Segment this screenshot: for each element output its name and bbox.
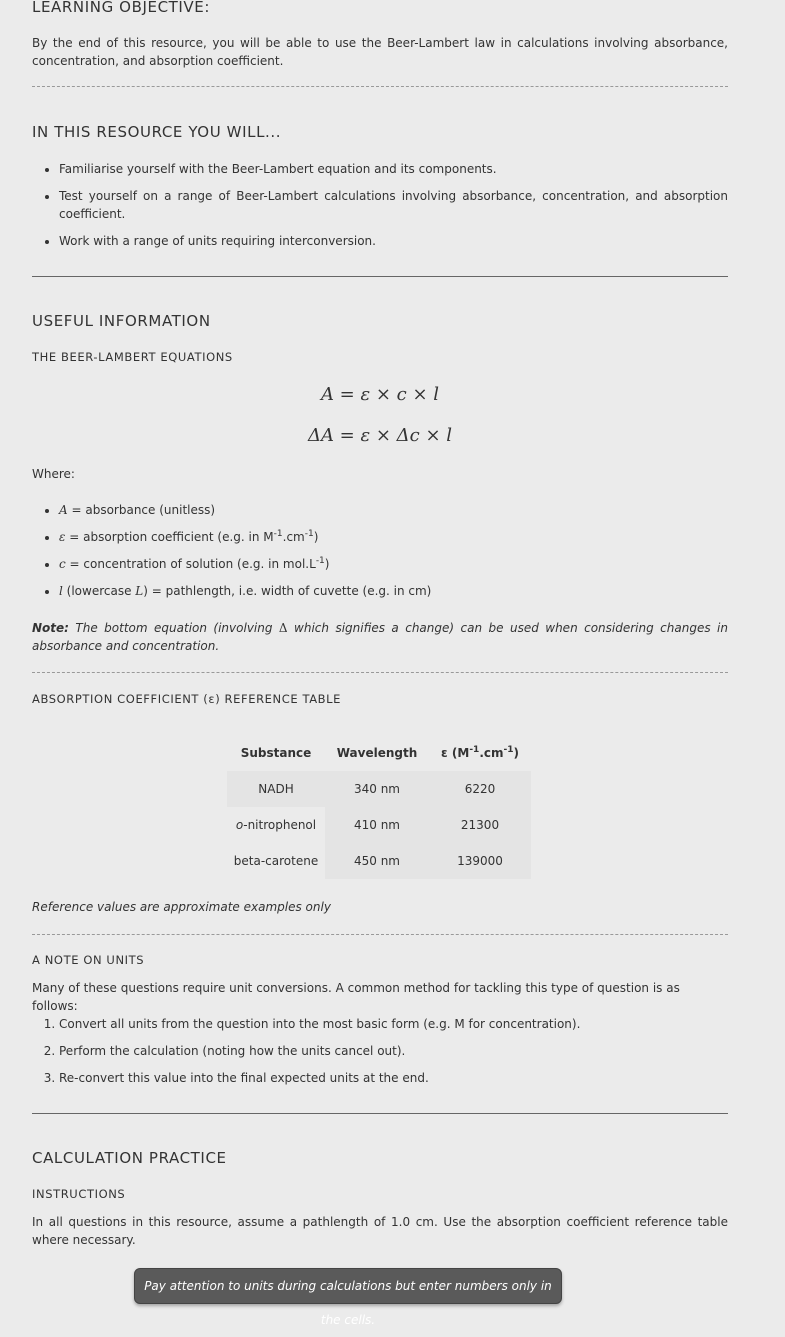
superscript: -1	[315, 556, 325, 566]
list-item	[59, 501, 755, 519]
symbol-c: c	[59, 557, 66, 571]
resource-list	[32, 160, 728, 259]
equation-2: ΔA = ε × Δc × l	[307, 425, 453, 446]
substance-prefix: o	[235, 818, 244, 832]
table-row	[227, 843, 531, 879]
definition-text: ) = pathlength, i.e. width of cuvette (e.g. in cm)	[143, 584, 432, 598]
objective-heading-text: LEARNING OBJECTIVE:	[32, 0, 211, 16]
substance-name: NADH	[258, 782, 294, 796]
equations-subheading: THE BEER-LAMBERT EQUATIONS	[32, 350, 233, 364]
cell-wavelength: 410 nm	[325, 807, 429, 843]
divider	[32, 86, 728, 87]
cell-substance	[227, 771, 325, 807]
superscript: -1	[503, 745, 514, 755]
header-epsilon-text: ε (M	[441, 746, 470, 760]
note-part: The bottom equation (involving	[68, 621, 279, 635]
resource-heading: IN THIS RESOURCE YOU WILL...	[32, 123, 282, 141]
definition-text: = absorption coefficient (e.g. in M	[65, 530, 274, 544]
equation-1: A = ε × c × l	[320, 384, 440, 405]
definition-text: = absorbance (unitless)	[67, 503, 216, 517]
divider	[32, 1113, 728, 1114]
objective-heading	[32, 0, 728, 16]
note-part: which signifies a change) can be used when considering changes in absorbance and concentration.	[32, 621, 728, 653]
definition-text: )	[313, 530, 319, 544]
note-text	[32, 619, 728, 655]
divider	[32, 672, 728, 673]
cell-wavelength: 340 nm	[325, 771, 429, 807]
definition-text: = concentration of solution (e.g. in mol.L	[65, 557, 316, 571]
header-epsilon-text: )	[513, 746, 519, 760]
instructions-text: In all questions in this resource, assume a pathlength of 1.0 cm. Use the absorption coefficient reference table where necessary.	[32, 1215, 728, 1247]
symbol-epsilon: ε	[59, 530, 66, 544]
units-intro: Many of these questions require unit conversions. A common method for tackling this type of question is as follows:	[32, 981, 680, 1013]
units-steps	[32, 1015, 755, 1096]
delta-symbol: Δ	[278, 621, 288, 635]
units-banner: Pay attention to units during calculations but enter numbers only in the cells.	[134, 1268, 562, 1304]
useful-heading: USEFUL INFORMATION	[32, 312, 211, 330]
objective-text: By the end of this resource, you will be able to use the Beer-Lambert law in calculations involving absorbance, concentration, and absorption coefficient.	[32, 36, 728, 68]
list-item	[59, 582, 755, 600]
note-label: Note:	[32, 621, 69, 635]
table-heading: ABSORPTION COEFFICIENT (ε) REFERENCE TABLE	[32, 692, 342, 706]
practice-heading: CALCULATION PRACTICE	[32, 1149, 227, 1167]
list-item: 1. Convert all units from the question into the most basic form (e.g. M for concentration).	[59, 1015, 755, 1033]
header-substance: Substance	[240, 746, 312, 760]
superscript: -1	[304, 529, 314, 539]
header-epsilon-text: .cm	[479, 746, 504, 760]
table-row	[227, 807, 531, 843]
substance-name: beta-carotene	[233, 854, 319, 868]
symbol-a: A	[59, 503, 68, 517]
superscript: -1	[273, 529, 283, 539]
list-item: 2. Perform the calculation (noting how the units cancel out).	[59, 1042, 755, 1060]
where-label: Where:	[32, 467, 75, 481]
table-row	[227, 771, 531, 807]
list-item: • Familiarise yourself with the Beer-Lambert equation and its components.	[59, 160, 728, 178]
list-item: • Work with a range of units requiring interconversion.	[59, 232, 728, 250]
cell-wavelength: 450 nm	[325, 843, 429, 879]
header-wavelength: Wavelength	[336, 746, 418, 760]
header-epsilon	[429, 735, 531, 771]
divider	[32, 934, 728, 935]
divider	[32, 276, 728, 277]
definition-text: (lowercase	[62, 584, 136, 598]
definitions-list	[32, 501, 755, 609]
cell-epsilon: 139000	[429, 843, 531, 879]
list-item: • Test yourself on a range of Beer-Lambert calculations involving absorbance, concentration, and absorption coefficient.	[59, 187, 728, 223]
list-item: 3. Re-convert this value into the final expected units at the end.	[59, 1069, 755, 1087]
symbol-l: l	[59, 584, 63, 598]
symbol-L: L	[135, 584, 144, 598]
table-footnote: Reference values are approximate examples only	[32, 900, 331, 914]
cell-substance	[227, 807, 325, 843]
reference-table	[227, 735, 531, 879]
cell-epsilon: 6220	[429, 771, 531, 807]
list-item	[59, 555, 755, 573]
definition-text: .cm	[282, 530, 305, 544]
definition-text: )	[324, 557, 330, 571]
substance-name: -nitrophenol	[243, 818, 317, 832]
cell-substance	[227, 843, 325, 879]
superscript: -1	[469, 745, 480, 755]
instructions-subheading: INSTRUCTIONS	[32, 1187, 126, 1201]
list-item	[59, 528, 755, 546]
units-heading: A NOTE ON UNITS	[32, 953, 145, 967]
cell-epsilon: 21300	[429, 807, 531, 843]
table-header-row	[227, 735, 531, 771]
